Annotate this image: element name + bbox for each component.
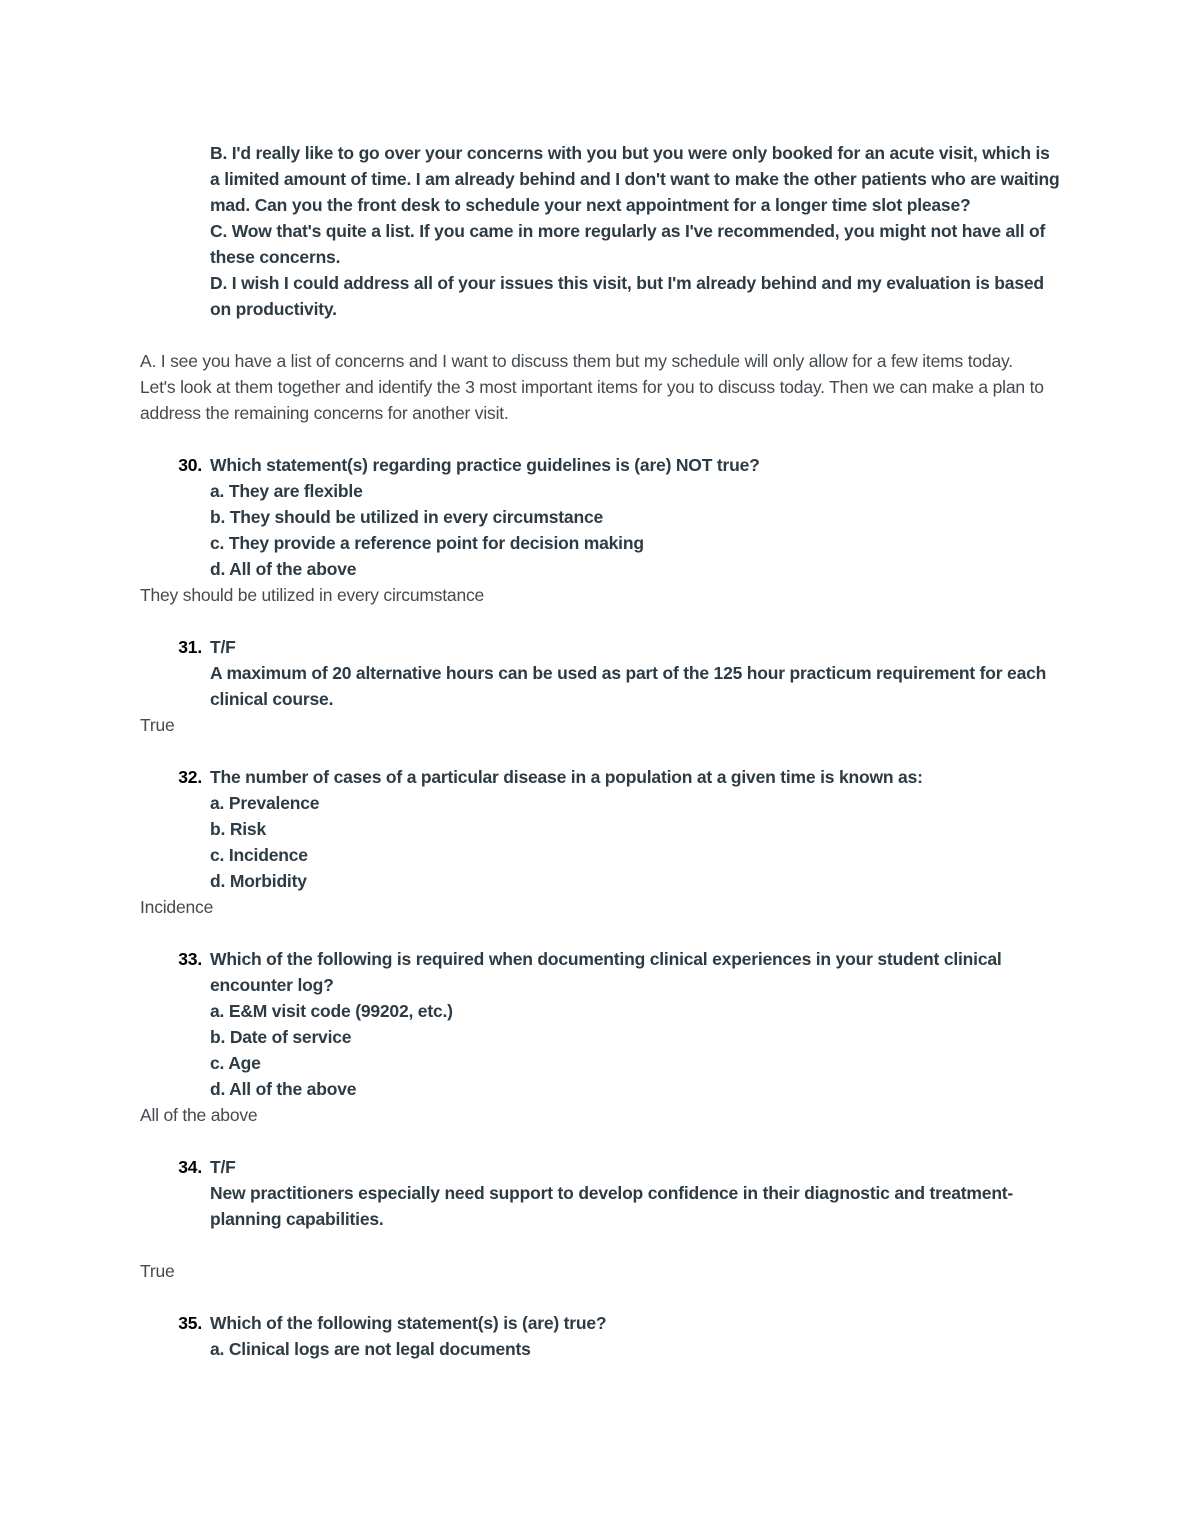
option: a. Prevalence bbox=[210, 793, 320, 813]
option: a. E&M visit code (99202, etc.) bbox=[210, 1001, 453, 1021]
answer: All of the above bbox=[140, 1105, 258, 1125]
option-d: D. I wish I could address all of your issues this visit, but I'm already behind and my evaluation is based on productivity. bbox=[210, 273, 1044, 319]
option: c. They provide a reference point for decision making bbox=[210, 533, 644, 553]
question-number: 35. bbox=[178, 1313, 202, 1333]
option: c. Age bbox=[210, 1053, 261, 1073]
previous-answer: A. I see you have a list of concerns and I want to discuss them but my schedule will only allow for a few items today. Let's look at them together and identify the 3 most important items for you to discuss today. Then we can make a plan to address the remaining concerns for another visit. bbox=[140, 351, 1044, 423]
question-number: 33. bbox=[178, 949, 202, 969]
question-number: 31. bbox=[178, 637, 202, 657]
option: c. Incidence bbox=[210, 845, 308, 865]
question-text: A maximum of 20 alternative hours can be used as part of the 125 hour practicum requirement for each clinical course. bbox=[210, 663, 1047, 709]
question-type: T/F bbox=[210, 1157, 236, 1177]
question-35 bbox=[178, 1310, 1060, 1362]
option: b. They should be utilized in every circumstance bbox=[210, 507, 604, 527]
previous-question-options bbox=[210, 140, 1060, 322]
question-text: Which of the following statement(s) is (are) true? bbox=[210, 1313, 607, 1333]
question-number: 30. bbox=[178, 455, 202, 475]
option: b. Risk bbox=[210, 819, 266, 839]
question-text: Which statement(s) regarding practice guidelines is (are) NOT true? bbox=[210, 455, 760, 475]
option: d. Morbidity bbox=[210, 871, 307, 891]
question-30 bbox=[178, 452, 1060, 582]
option: d. All of the above bbox=[210, 559, 357, 579]
option-c: C. Wow that's quite a list. If you came in more regularly as I've recommended, you might not have all of these concerns. bbox=[210, 221, 1046, 267]
option: b. Date of service bbox=[210, 1027, 352, 1047]
question-number: 32. bbox=[178, 767, 202, 787]
option-b: B. I'd really like to go over your concerns with you but you were only booked for an acute visit, which is a limited amount of time. I am already behind and I don't want to make the other patients who are waiting mad. Can you the front desk to schedule your next appointment for a longer time slot please? bbox=[210, 143, 1060, 215]
question-34 bbox=[178, 1154, 1060, 1232]
option: a. Clinical logs are not legal documents bbox=[210, 1339, 531, 1359]
option: d. All of the above bbox=[210, 1079, 357, 1099]
answer: True bbox=[140, 1261, 175, 1281]
question-text: The number of cases of a particular disease in a population at a given time is known as: bbox=[210, 767, 923, 787]
answer: They should be utilized in every circumstance bbox=[140, 585, 485, 605]
question-number: 34. bbox=[178, 1157, 202, 1177]
question-text: Which of the following is required when documenting clinical experiences in your student clinical encounter log? bbox=[210, 949, 1002, 995]
answer: Incidence bbox=[140, 897, 214, 917]
question-type: T/F bbox=[210, 637, 236, 657]
document-page bbox=[140, 140, 1060, 1362]
answer: True bbox=[140, 715, 175, 735]
question-31 bbox=[178, 634, 1060, 712]
question-32 bbox=[178, 764, 1060, 894]
question-33 bbox=[178, 946, 1060, 1102]
option: a. They are flexible bbox=[210, 481, 363, 501]
question-text: New practitioners especially need support to develop confidence in their diagnostic and treatment-planning capabilities. bbox=[210, 1183, 1014, 1229]
